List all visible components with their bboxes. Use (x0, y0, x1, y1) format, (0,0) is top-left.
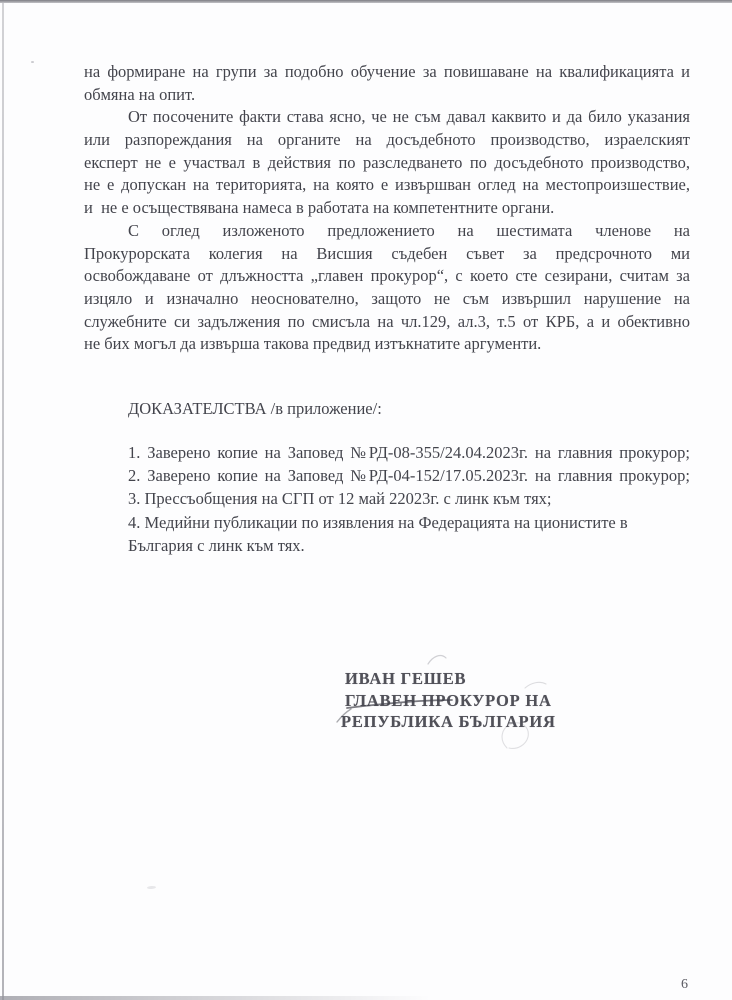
text-line: на формиране на групи за подобно обучение за повишаване на квалификацията и (84, 62, 690, 81)
text-line: освобождаване от длъжността „главен прокурор“, с което сте сезирани, считам за (84, 266, 690, 286)
scan-dust-speck (31, 61, 34, 63)
text-line: изцяло и изначално неоснователно, защото не съм извършил нарушение на (84, 288, 690, 308)
text-line: не е допускан на територията, на която е извършван оглед на местопроизшествие, (84, 175, 690, 195)
text-line: Прокурорската колегия на Висшия съдебен съвет за предсрочното ми (84, 243, 690, 263)
signatory-institution: РЕПУБЛИКА БЪЛГАРИЯ (341, 712, 556, 732)
text-line: 3. Прессъобщения на СГП от 12 май 22023г. с линк към тях; (128, 489, 552, 509)
text-line: експерт не е участвал в действия по разследването по досъдебното производство, (84, 152, 690, 172)
text-line: и не е осъществявана намеса в работата на компетентните органи. (84, 198, 555, 218)
scanner-edge-bottom (0, 996, 430, 1000)
document-body-text (84, 61, 690, 356)
scanner-edge-left (2, 3, 4, 1000)
signatory-name: ИВАН ГЕШЕВ (345, 669, 467, 688)
scanner-edge-top (0, 0, 732, 3)
text-line: служебните си задължения по смисъла на чл.129, ал.3, т.5 от КРБ, а и обективно (84, 311, 690, 331)
text-line: От посочените факти става ясно, че не съм давал каквито и да било указания (128, 107, 690, 127)
text-line: България с линк към тях. (128, 535, 305, 555)
signatory-title: ГЛАВЕН ПРОКУРОР НА (345, 690, 552, 710)
text-line: 4. Медийни публикации по изявления на Федерацията на ционистите в (128, 512, 628, 532)
text-line: обмяна на опит. (84, 84, 196, 104)
text-line: 1. Заверено копие на Заповед №РД-08-355/24.04.2023г. на главния прокурор; (128, 443, 690, 462)
evidence-heading-text: ДОКАЗАТЕЛСТВА /в приложение/: (128, 399, 382, 418)
text-line: С оглед изложеното предложението на шестимата членове на (128, 220, 690, 240)
text-line: или разпореждания на органите на досъдебното производство, израелският (84, 130, 690, 150)
evidence-list (128, 441, 690, 557)
text-line: 2. Заверено копие на Заповед №РД-04-152/17.05.2023г. на главния прокурор; (128, 466, 690, 486)
page-number: 6 (681, 977, 688, 992)
scan-dust-speck (147, 886, 156, 890)
text-line: не бих могъл да извърша такова предвид изтъкнатите аргументи. (84, 334, 542, 354)
evidence-heading (128, 398, 690, 421)
signature-block (341, 668, 675, 733)
